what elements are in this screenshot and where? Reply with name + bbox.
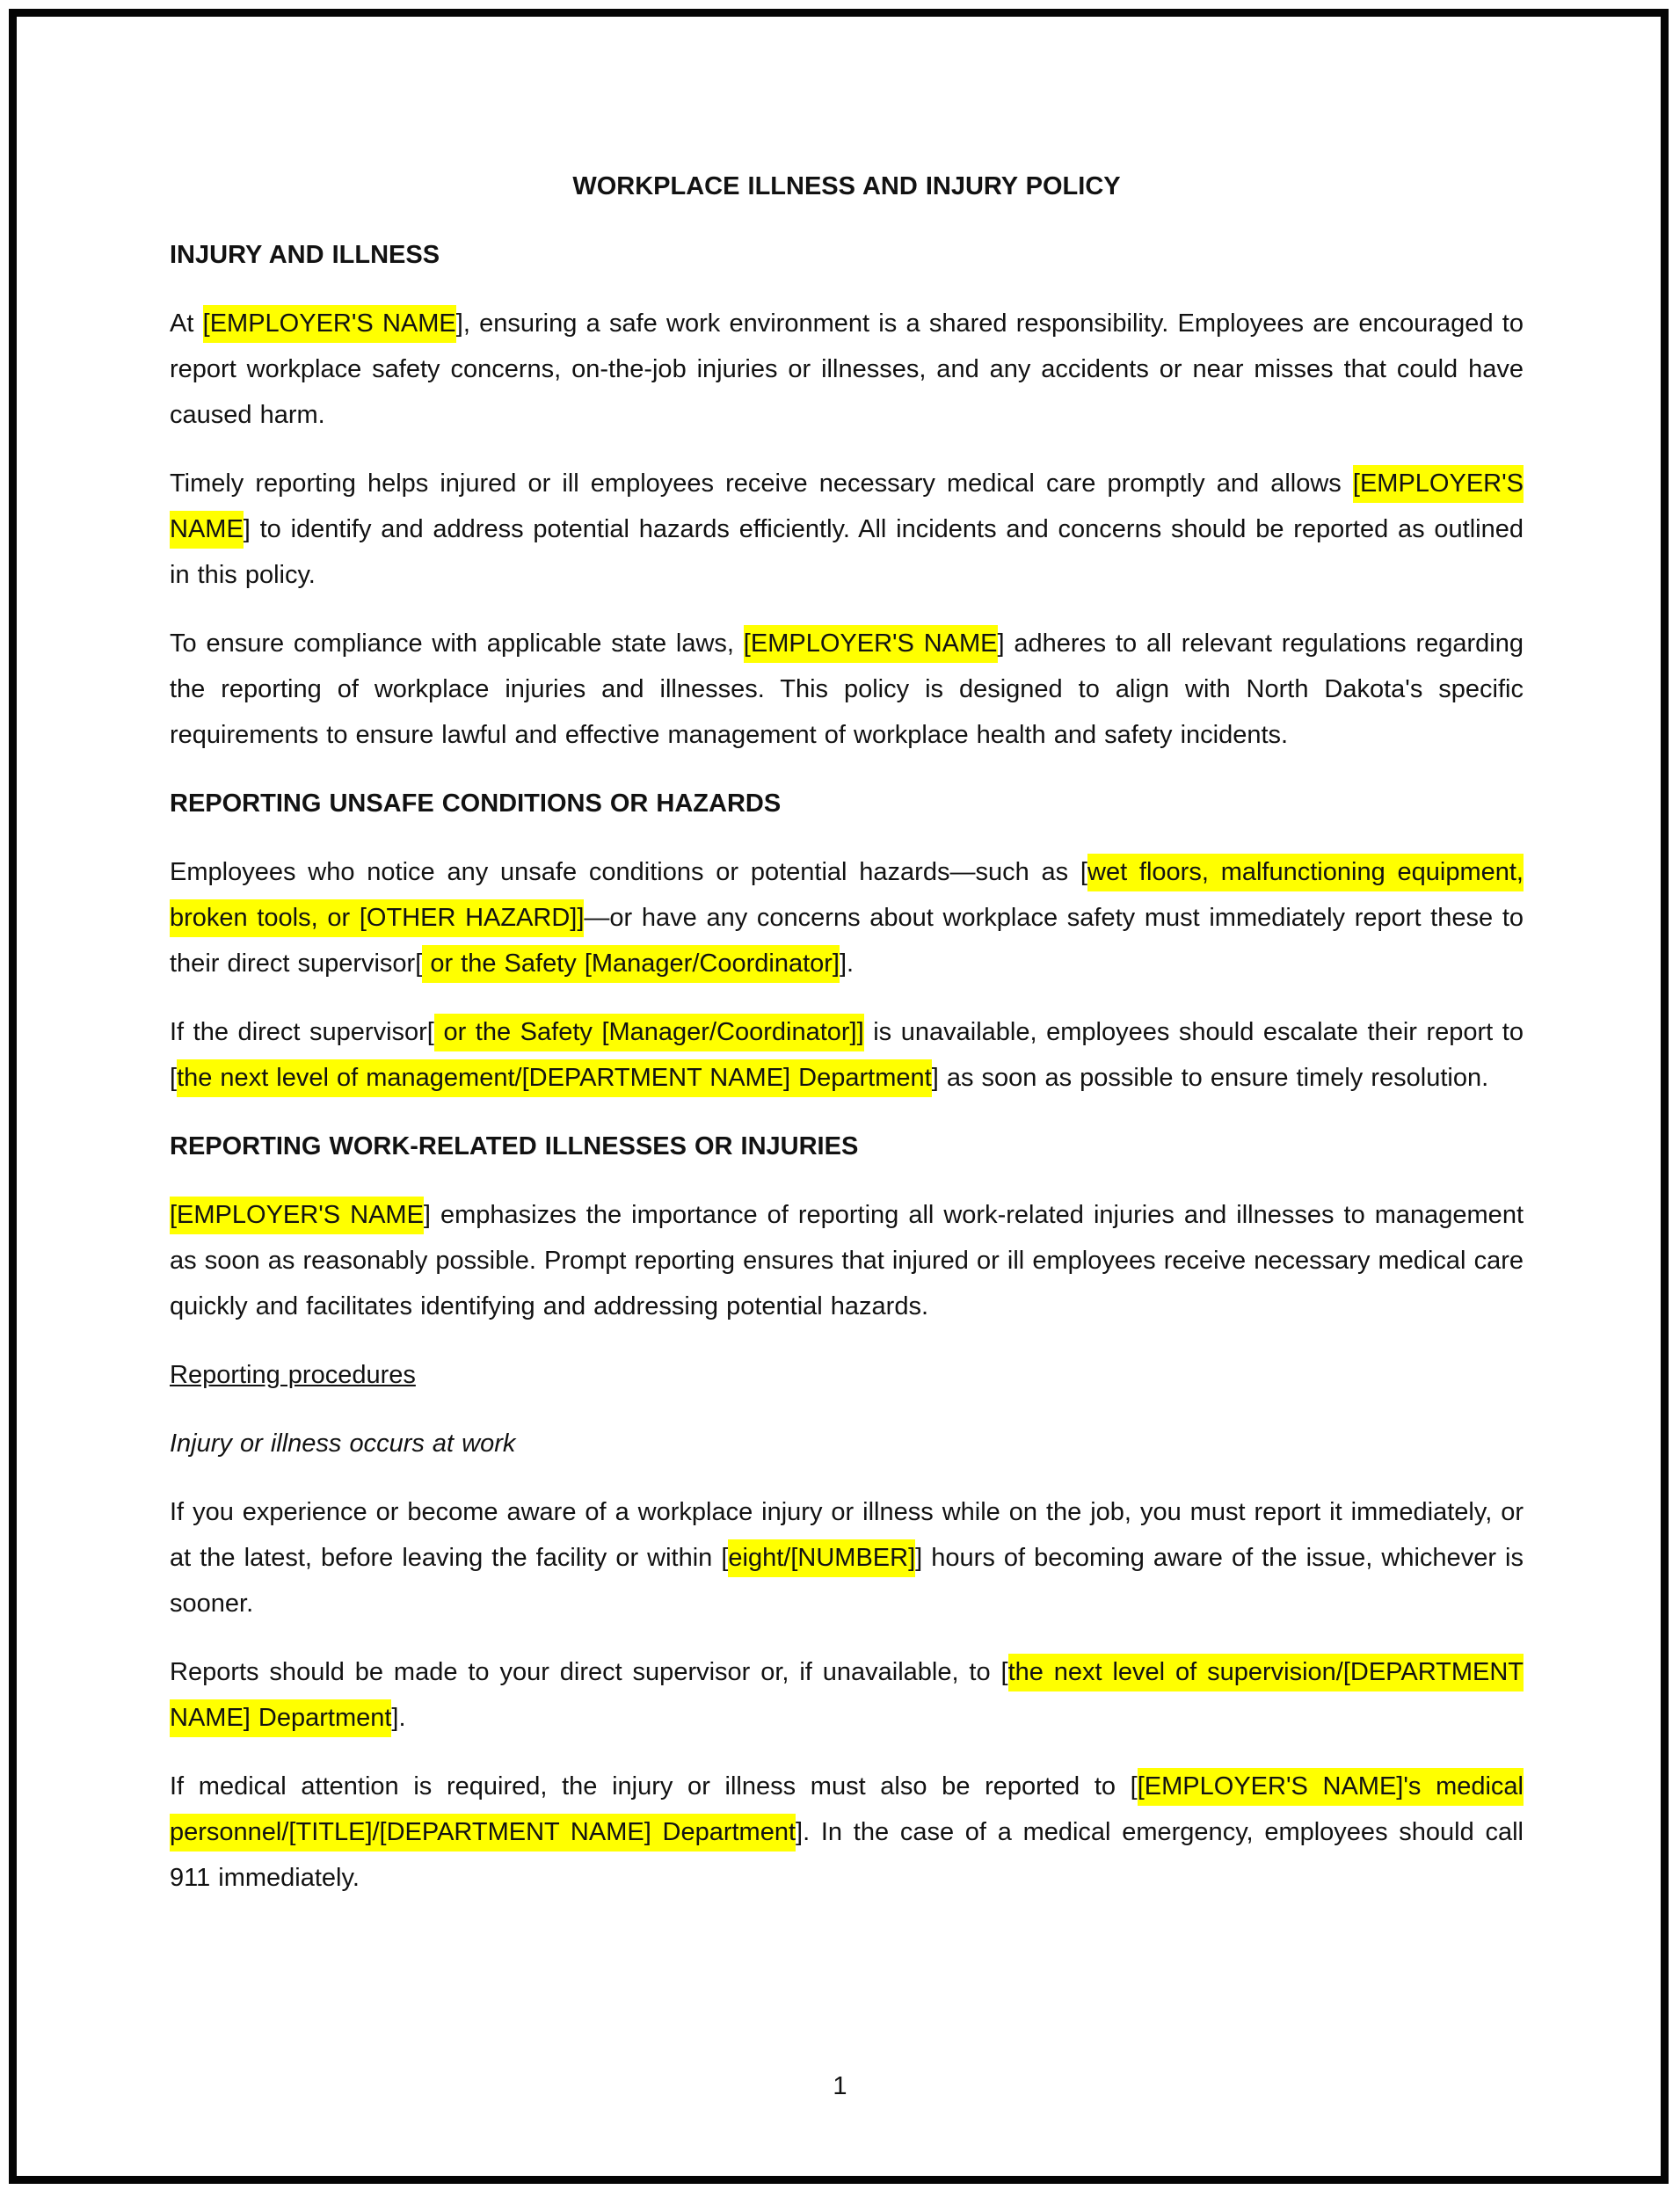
paragraph-report-recipients <box>170 1649 1524 1741</box>
paragraph-timely-reporting <box>170 461 1524 598</box>
paragraph-state-law-compliance <box>170 621 1524 758</box>
text-run: ] adheres to all relevant regulations regarding the reporting of workplace injuries and illnesses. This policy is designed to align with North Dakota's specific requirements to ensure lawful and effective management of workplace health and safety incidents. <box>170 629 1524 749</box>
paragraph-prompt-reporting <box>170 1192 1524 1329</box>
highlighted-placeholder-text: wet floors, malfunctioning equipment, broken tools, or [OTHER HAZARD]] <box>170 854 1524 937</box>
text-run: If medical attention is required, the injury or illness must also be reported to [ <box>170 1772 1138 1801</box>
paragraph-report-deadline <box>170 1489 1524 1626</box>
paragraph-medical-attention <box>170 1764 1524 1901</box>
highlighted-placeholder-text: [EMPLOYER'S NAME <box>744 625 998 663</box>
text-run: Timely reporting helps injured or ill employees receive necessary medical care promptly and allows <box>170 469 1353 498</box>
highlighted-placeholder-text: [EMPLOYER'S NAME]'s medical personnel/[TITLE]/[DEPARTMENT NAME] Department <box>170 1768 1524 1851</box>
highlighted-placeholder-text: [EMPLOYER'S NAME <box>170 465 1524 549</box>
text-run: At <box>170 309 203 338</box>
paragraph-supervisor-unavailable <box>170 1009 1524 1101</box>
text-run: —or have any concerns about workplace safety must immediately report these to their direct supervisor[ <box>170 904 1524 978</box>
text-run: If you experience or become aware of a workplace injury or illness while on the job, you must report it immediately, or at the latest, before leaving the facility or within [ <box>170 1498 1524 1572</box>
text-run: Reports should be made to your direct supervisor or, if unavailable, to [ <box>170 1658 1008 1686</box>
paragraph-unsafe-conditions <box>170 849 1524 986</box>
highlighted-placeholder-text: [EMPLOYER'S NAME <box>203 305 456 343</box>
heading-injury-and-illness: INJURY AND ILLNESS <box>170 241 440 269</box>
highlighted-placeholder-text: the next level of management/[DEPARTMENT NAME] Department <box>177 1059 932 1097</box>
paragraph-shared-responsibility <box>170 301 1524 438</box>
subheading-reporting-procedures: Reporting procedures <box>170 1361 416 1389</box>
highlighted-placeholder-text: or the Safety [Manager/Coordinator]] <box>434 1014 864 1051</box>
footer-page-number: 1 <box>833 2072 847 2100</box>
text-run: ], ensuring a safe work environment is a shared responsibility. Employees are encouraged to report workplace safety concerns, on-the-job injuries or illnesses, and any accidents or near misses that could have caused harm. <box>170 309 1524 429</box>
text-run: ]. <box>839 949 855 978</box>
heading-reporting-unsafe-conditions: REPORTING UNSAFE CONDITIONS OR HAZARDS <box>170 789 782 818</box>
text-run: To ensure compliance with applicable state laws, <box>170 629 744 658</box>
text-run: ] hours of becoming aware of the issue, whichever is sooner. <box>170 1544 1524 1618</box>
subheading-injury-at-work: Injury or illness occurs at work <box>170 1430 516 1458</box>
highlighted-placeholder-text: eight/[NUMBER] <box>728 1539 915 1577</box>
text-run: ]. <box>391 1704 406 1732</box>
text-run: is unavailable, employees should escalate their report to [ <box>170 1018 1524 1092</box>
text-run: Employees who notice any unsafe conditions or potential hazards—such as [ <box>170 858 1087 886</box>
text-run: ] to identify and address potential hazards efficiently. All incidents and concerns should be reported as outlined in this policy. <box>170 515 1524 589</box>
text-run: If the direct supervisor[ <box>170 1018 434 1046</box>
text-run: ] as soon as possible to ensure timely resolution. <box>931 1064 1489 1092</box>
text-run: ] emphasizes the importance of reporting all work-related injuries and illnesses to management as soon as reasonably possible. Prompt reporting ensures that injured or ill employees receive necessary medical care quickly and facilitates identifying and addressing potential hazards. <box>170 1201 1524 1320</box>
highlighted-placeholder-text: [EMPLOYER'S NAME <box>170 1197 424 1234</box>
highlighted-placeholder-text: the next level of supervision/[DEPARTMENT NAME] Department <box>170 1654 1524 1737</box>
highlighted-placeholder-text: or the Safety [Manager/Coordinator] <box>422 945 840 983</box>
heading-reporting-work-related: REPORTING WORK-RELATED ILLNESSES OR INJURIES <box>170 1132 859 1160</box>
document-content <box>170 164 1524 1924</box>
text-run: ]. In the case of a medical emergency, employees should call 911 immediately. <box>170 1818 1524 1892</box>
document-title: WORKPLACE ILLNESS AND INJURY POLICY <box>572 172 1121 200</box>
